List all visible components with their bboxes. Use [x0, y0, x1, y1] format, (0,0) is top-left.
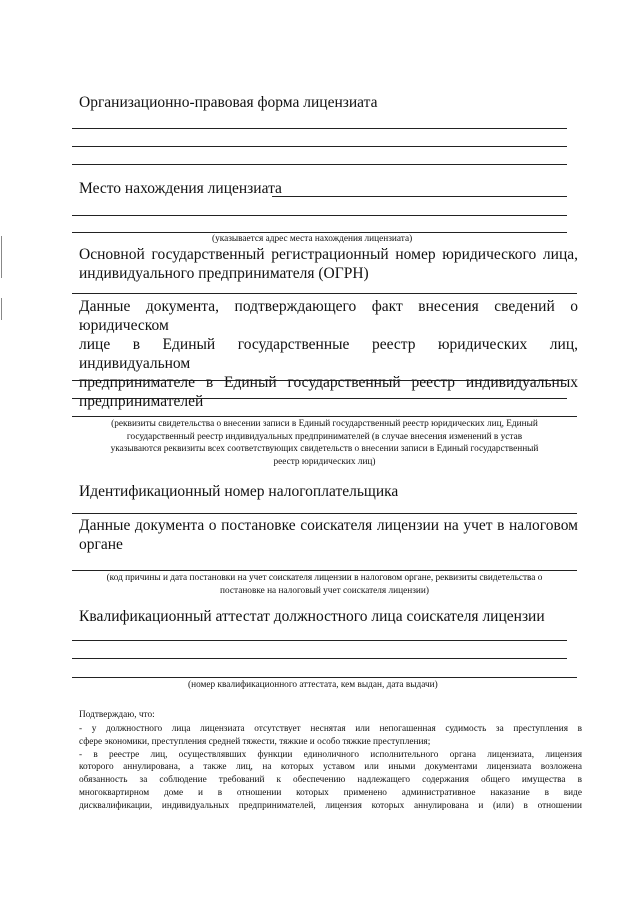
inn-label: Идентификационный номер налогоплательщика: [79, 483, 399, 500]
org-form-label: Организационно-правовая форма лицензиата: [79, 94, 378, 111]
confirmation-heading: Подтверждаю, что:: [79, 710, 155, 720]
confirmation-line: сфере экономики, преступления средней тяжести, тяжкие и особо тяжкие преступления;: [79, 736, 431, 747]
registry-doc-line: предпринимателе в Единый государственный реестр индивидуальных: [79, 374, 578, 391]
caption-line: реестр юридических лиц): [273, 456, 376, 467]
caption-line: (реквизиты свидетельства о внесении записи в Единый государственный реестр юридических лиц, Единый: [111, 419, 538, 429]
ogrn-line: индивидуального предпринимателя (ОГРН): [79, 265, 369, 282]
confirmation-line: дисквалификации, индивидуальных предпринимателей, лицензия которых аннулирована и (или) в отношении: [79, 800, 582, 811]
tax-registration-line: Данные документа о постановке соискателя лицензии на учет в налоговом: [79, 517, 578, 534]
ogrn-line: Основной государственный регистрационный номер юридического лица,: [79, 246, 578, 263]
fill-line: [72, 570, 577, 571]
scan-edge-mark: [1, 298, 2, 320]
location-caption: (указывается адрес места нахождения лицензиата): [212, 234, 413, 244]
fill-line: [72, 677, 577, 678]
fill-line: [272, 196, 567, 197]
ogrn-paragraph: [79, 245, 578, 283]
tax-registration-line: органе: [79, 536, 123, 553]
scan-edge-mark: [1, 236, 2, 278]
qualification-caption: (номер квалификационного аттестата, кем выдан, дата выдачи): [188, 680, 438, 690]
fill-line: [72, 128, 567, 129]
confirmation-line: обязанность за соблюдение требований к обеспечению надлежащего содержания общего имущества в: [79, 775, 582, 786]
confirmation-line: - у должностного лица лицензиата отсутствует неснятая или непогашенная судимость за преступления в: [79, 724, 582, 734]
tax-registration-caption: [72, 572, 577, 597]
fill-line: [72, 164, 567, 165]
registry-doc-line: лице в Единый государственные реестр юридических лиц, индивидуальном: [79, 336, 578, 372]
registry-doc-line: Данные документа, подтверждающего факт внесения сведений о юридическом: [79, 298, 578, 334]
location-label: Место нахождения лицензиата: [79, 180, 282, 197]
confirmation-line: - в реестре лиц, осуществлявших функции единоличного исполнительного органа лицензиата, лицензия: [79, 749, 582, 760]
fill-line: [72, 380, 567, 381]
fill-line: [72, 146, 567, 147]
caption-line: указываются реквизиты всех соответствующих свидетельств о внесении записи в Единый государственный: [110, 444, 539, 454]
fill-line: [72, 398, 567, 399]
fill-line: [72, 215, 567, 216]
registry-doc-line: предпринимателей: [79, 393, 204, 410]
registry-doc-paragraph: [79, 297, 578, 411]
fill-line: [72, 416, 577, 417]
tax-registration-paragraph: [79, 516, 578, 554]
registry-doc-caption: [72, 418, 577, 468]
fill-line: [72, 640, 567, 641]
caption-line: постановке на налоговый учет соискателя лицензии): [220, 585, 429, 596]
fill-line: [72, 513, 577, 514]
caption-line: государственный реестр индивидуальных предпринимателей (в случае внесения изменений в устав: [126, 431, 523, 442]
fill-line: [72, 658, 567, 659]
caption-line: (код причины и дата постановки на учет соискателя лицензии в налоговом органе, реквизиты свидетельства о: [106, 573, 543, 583]
qualification-label: Квалификационный аттестат должностного лица соискателя лицензии: [79, 608, 545, 625]
fill-line: [72, 293, 577, 294]
confirmation-body: [79, 723, 582, 813]
fill-line: [72, 232, 567, 233]
confirmation-line: которого аннулирована, а также лиц, на которых уставом или иными документами лицензиата возложена: [79, 762, 582, 773]
confirmation-line: многоквартирном доме и в отношении которых применено административное наказание в виде: [79, 787, 582, 798]
